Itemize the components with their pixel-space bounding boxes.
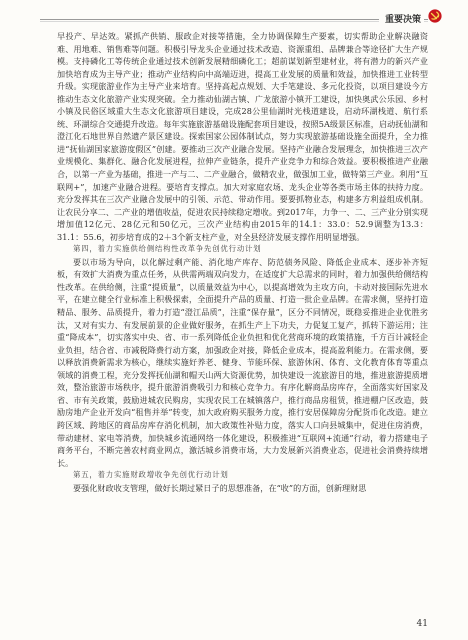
paragraph: 早投产、早达效。紧抓产供销、服政企对接等措施，全力协调保障生产要素，切实帮助企业解决融资难、用地难、销售难等问题。积极引导龙头企业通过技术改造、资源重组、品牌兼合等途径扩大生产规模。支持磷化工等传统企业通过技术创新发展精细磷化工；超前谋划新型建材业，将有潜力的新兴产业加快培育成为主导产业；推动产业结构向中高端迈进，提高工业发展的质量和效益，加快推进工业转型升级。实现旅游业作为主导产业来培育。坚持高起点规划、大手笔建设、多元化投资，以项目建设今方推动生态文化旅游产业实现突破。全力推动仙湖古镇、广龙旅游小镇开工建设，加快奥武公乐园、乡村小镇及民俗区域重大生态文化旅游项目建设，完成28公里仙湖时光栈道建设，启动环湖栈道、航行系统、环湖综合交通提升改造。每年实施旅游基础设施配套项目建设，按照5A级景区标准，启动抚仙湖和澄江化石地世界自然遗产景区建设。探索国家公园体制试点，努力实现旅游基础设施全面提升，全力推进“抚仙湖国家旅游度假区”创建。要推动三次产业融合发展。坚持产业融合发展理念，加快推进三次产业规模化、集群化、融合化发展进程，拉伸产业链条，提升产业竞争力和综合效益。要积极推进产业融合，以第一产业为基础，推进一产与二、二产业融合，做精农业，做强加工业，做特第三产业。利用“互联网+”，加速产业融合进程。要培育支撑点。加大对家庭农场、龙头企业等各类市场主体的扶持力度。充分发挥其在三次产业融合发展中的引领、示范、带动作用。要要抓物业态，构建多方利益组成机制。让农民分享二、二产业的增值收益，促进农民持续稳定增收。到2017年，力争一、二、三产业分别实现增加值12亿元、28亿元和50亿元，三次产业结构由2015年的14.1：33.0：52.9调整为13.3：31.1：55.6，初步培育成的2＋3个新支柱产业，对全县经济发展支撑作用明显增强。 [57, 31, 428, 242]
header-rule-secondary [40, 21, 428, 22]
subheading: 第五，着力实施财政增收争先创优行动计划 [73, 470, 229, 480]
header-rule [40, 19, 428, 20]
section-title: 重要决策 [379, 12, 424, 25]
paragraph: 要强化财政收支管理，做好长期过紧日子的思想准备，在“收”的方面，创新理财思 [73, 482, 367, 493]
page-number: 41 [416, 619, 428, 629]
running-header [0, 0, 468, 30]
article-body [57, 30, 428, 494]
party-emblem-icon [428, 9, 442, 23]
subheading: 第四，着力实施供给侧结构性改革争先创优行动计划 [73, 244, 262, 254]
paragraph: 要以市场为导向，以化解过剩产能、消化地产库存、防范债务风险、降低企业成本、逐步补齐短板，有效扩大消费为重点任务，从供需两端双向发力，在适度扩大总需求的同时，着力加强供给侧结构性改革。在供给侧，注重“提质量”，以质量效益为中心，以提高增效为主攻方向，卡动对接国际先进水平，在建立健全行业标准上积极探索，全面提升产品的质量、打造一批企业品牌。在需求侧，坚持打造精品、服务、品质提升，着力打造“澄江品质”，注重“保存量”，区分不同情况，既稳妥推进企业优胜劣汰，又对有实力、有发展前景的企业做好服务，在抓生产上下功夫，力促复工复产，抓转下游运用；注重“降成本”，切实落实中央、省、市一系列降低企业负担和优化营商环境的政策措施，千方百计减轻企业负担，结合省、市减税降费行动方案，加强政企对接，降低企业成本，提高盈利能力。在需求侧，要以释放消费新需求为核心，继续实施好养老、健身、节能环保、旅游休闲、体育、文化教育体育等重点领域的消费工程，充分发挥抚仙湖和帽天山两大资源优势，加快建设一流旅游目的地，推进旅游提质增效，整治旅游市场秩序，提升旅游消费吸引力和核心竞争力。有序化解商品房库存，全面落实好国家及省、市有关政策，鼓励进城农民购房，实现农民工在城镇落户，推行商品房租赁，推进棚户区改造，鼓励房地产企业开发向“租售并举”转变，加大政府购买服务力度，推行安居保障房分配货币化改造。建立跨区域、跨地区的商品房库存消化机制，加大政策性补贴力度，落实人口向县城集中，促进住房消费，带动建材、家电等消费，加快城乡流通网络一体化建设，积极推进“互联网+流通”行动，着力搭建电子商务平台，不断完善农村商业网点，激活城乡消费市场，大力发展新兴消费业态，促进社会消费持续增长。 [57, 256, 428, 468]
